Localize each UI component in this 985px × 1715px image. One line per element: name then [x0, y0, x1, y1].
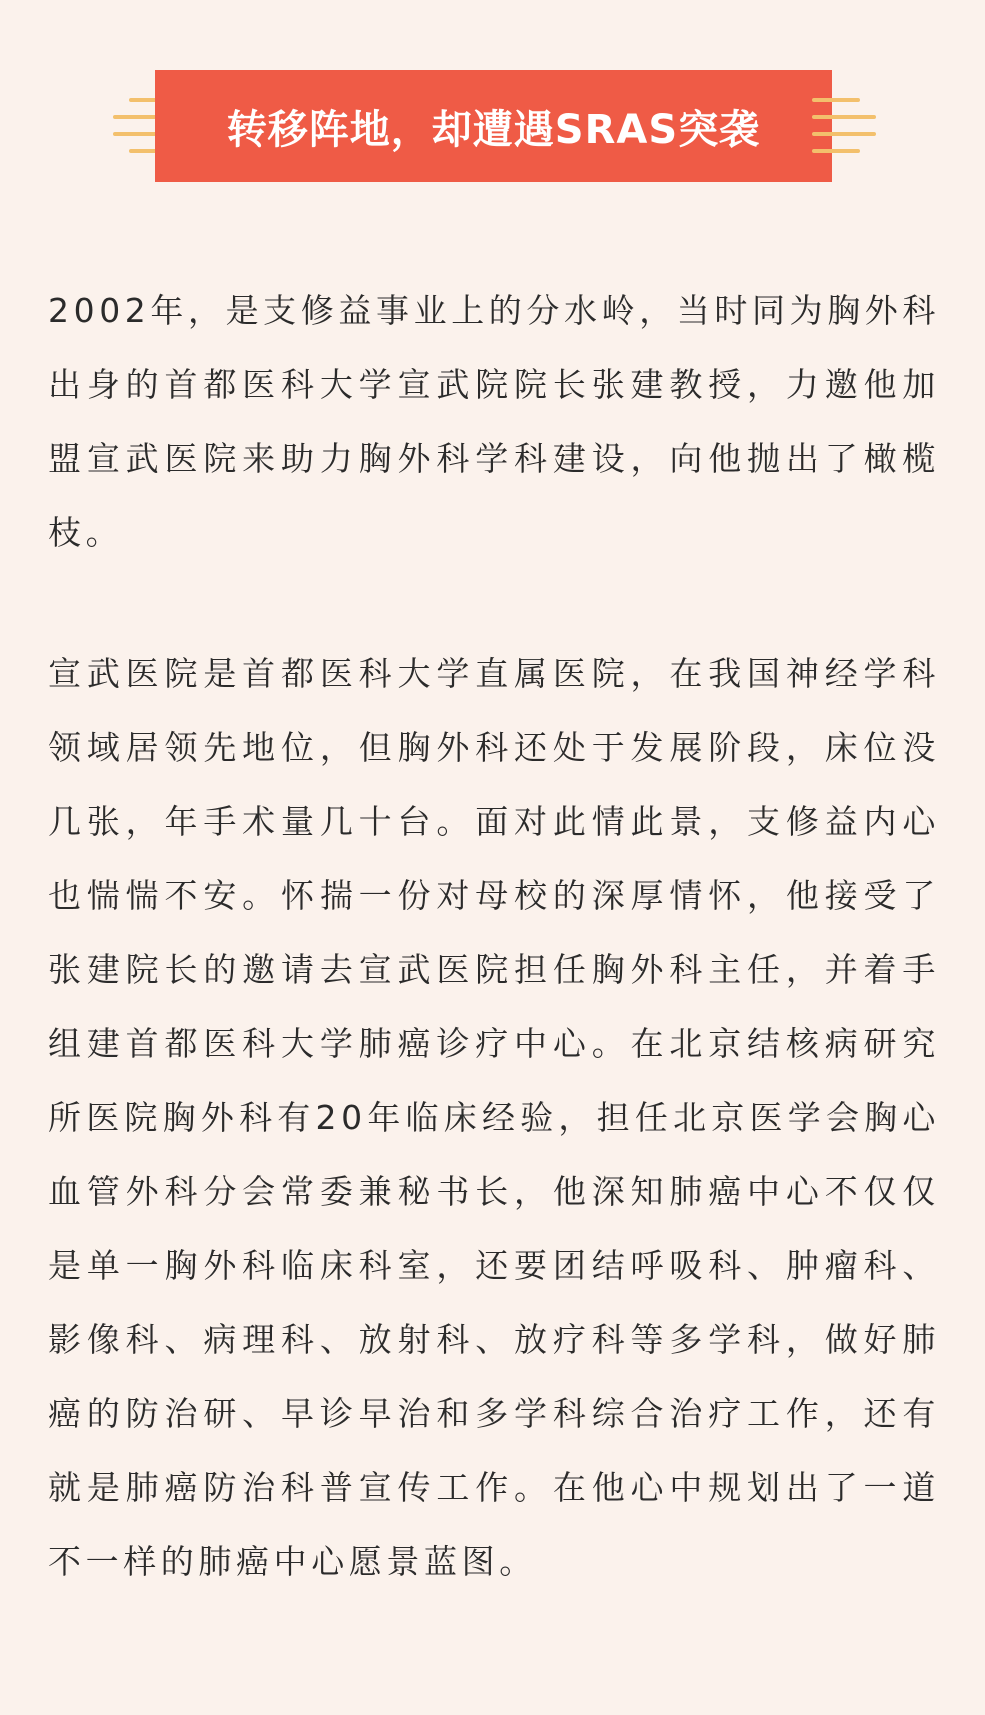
decorative-line [812, 132, 876, 136]
paragraph-2: 宣武医院是首都医科大学直属医院，在我国神经学科领域居领先地位，但胸外科还处于发展阶段，床位没几张，年手术量几十台。面对此情此景，支修益内心也惴惴不安。怀揣一份对母校的深厚情怀，他接受了张建院长的邀请去宣武医院担任胸外科主任，并着手组建首都医科大学肺癌诊疗中心。在北京结核病研究所医院胸外科有20年临床经验，担任北京医学会胸心血管外科分会常委兼秘书长，他深知肺癌中心不仅仅是单一胸外科临床科室，还要团结呼吸科、肿瘤科、影像科、病理科、放射科、放疗科等多学科，做好肺癌的防治研、早诊早治和多学科综合治疗工作，还有就是肺癌防治科普宣传工作。在他心中规划出了一道不一样的肺癌中心愿景蓝图。 [48, 654, 940, 1581]
decorative-lines-right [812, 98, 876, 154]
paragraph-1: 2002年，是支修益事业上的分水岭，当时同为胸外科出身的首都医科大学宣武院院长张建教授，力邀他加盟宣武医院来助力胸外科学科建设，向他抛出了橄榄枝。 [48, 291, 940, 552]
decorative-line [812, 149, 860, 153]
title-banner [155, 70, 832, 182]
decorative-line [812, 115, 876, 119]
section-header [0, 70, 985, 182]
decorative-line [812, 98, 860, 102]
section-title: 转移阵地，却遭遇SRAS突袭 [226, 106, 761, 153]
